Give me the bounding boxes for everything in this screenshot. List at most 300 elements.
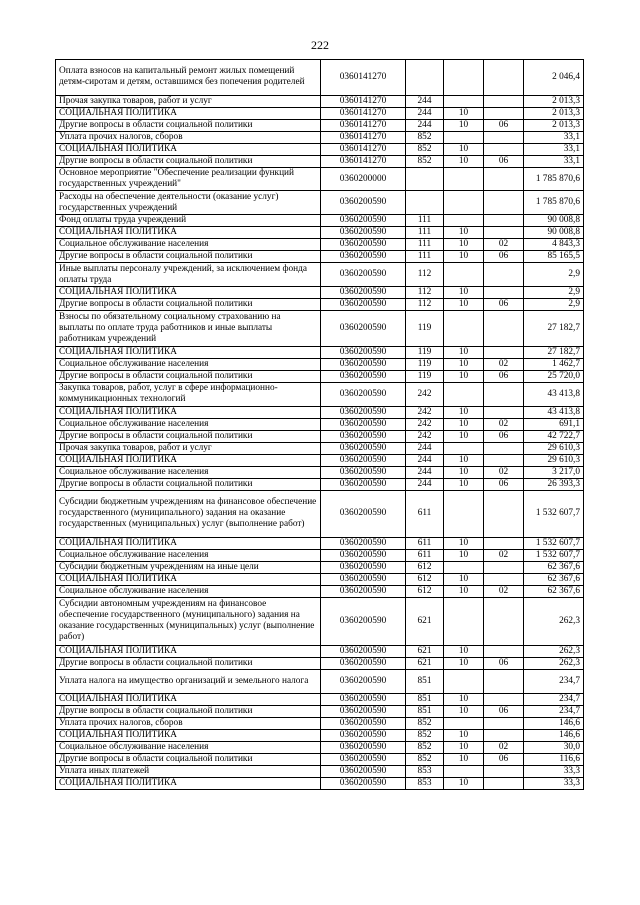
row-amount-cell: 4 843,3	[524, 239, 584, 251]
table-row	[56, 227, 584, 239]
table-row	[56, 119, 584, 131]
row-amount-cell: 1 785 870,6	[524, 191, 584, 215]
row-expense-type-cell: 612	[406, 562, 444, 574]
row-amount-cell: 85 165,5	[524, 251, 584, 263]
row-code-cell: 0360141270	[321, 60, 406, 96]
row-subsection-cell: 06	[484, 251, 524, 263]
row-name-cell: Прочая закупка товаров, работ и услуг	[56, 442, 321, 454]
row-code-cell: 0360200590	[321, 406, 406, 418]
row-expense-type-cell: 244	[406, 119, 444, 131]
table-row	[56, 454, 584, 466]
row-section-cell: 10	[444, 370, 484, 382]
row-section-cell: 10	[444, 729, 484, 741]
row-subsection-cell	[484, 693, 524, 705]
row-name-cell: Социальное обслуживание населения	[56, 586, 321, 598]
table-row	[56, 382, 584, 406]
row-section-cell: 10	[444, 251, 484, 263]
row-name-cell: СОЦИАЛЬНАЯ ПОЛИТИКА	[56, 143, 321, 155]
row-section-cell: 10	[444, 705, 484, 717]
row-subsection-cell	[484, 669, 524, 693]
row-subsection-cell: 06	[484, 155, 524, 167]
row-expense-type-cell: 119	[406, 370, 444, 382]
table-row	[56, 466, 584, 478]
row-section-cell: 10	[444, 406, 484, 418]
row-amount-cell: 33,1	[524, 155, 584, 167]
row-subsection-cell	[484, 311, 524, 347]
row-amount-cell: 26 393,3	[524, 478, 584, 490]
row-name-cell: Иные выплаты персоналу учреждений, за исключением фонда оплаты труда	[56, 263, 321, 287]
row-amount-cell: 234,7	[524, 693, 584, 705]
table-row	[56, 598, 584, 646]
row-expense-type-cell: 851	[406, 693, 444, 705]
row-name-cell: Другие вопросы в области социальной политики	[56, 753, 321, 765]
table-row	[56, 562, 584, 574]
row-expense-type-cell: 112	[406, 287, 444, 299]
row-amount-cell: 33,3	[524, 777, 584, 789]
row-amount-cell: 146,6	[524, 729, 584, 741]
row-expense-type-cell: 852	[406, 741, 444, 753]
row-name-cell: СОЦИАЛЬНАЯ ПОЛИТИКА	[56, 693, 321, 705]
row-code-cell: 0360200590	[321, 777, 406, 789]
row-expense-type-cell: 853	[406, 777, 444, 789]
table-row	[56, 239, 584, 251]
row-code-cell: 0360200000	[321, 167, 406, 191]
row-code-cell: 0360200590	[321, 478, 406, 490]
row-name-cell: Прочая закупка товаров, работ и услуг	[56, 95, 321, 107]
table-row	[56, 705, 584, 717]
row-name-cell: Социальное обслуживание населения	[56, 239, 321, 251]
row-amount-cell: 27 182,7	[524, 311, 584, 347]
row-name-cell: СОЦИАЛЬНАЯ ПОЛИТИКА	[56, 777, 321, 789]
row-code-cell: 0360200590	[321, 263, 406, 287]
row-amount-cell: 262,3	[524, 645, 584, 657]
row-expense-type-cell: 242	[406, 430, 444, 442]
row-code-cell: 0360200590	[321, 741, 406, 753]
row-amount-cell: 30,0	[524, 741, 584, 753]
row-subsection-cell	[484, 490, 524, 538]
row-amount-cell: 42 722,7	[524, 430, 584, 442]
row-name-cell: Основное мероприятие "Обеспечение реализации функций государственных учреждений"	[56, 167, 321, 191]
row-subsection-cell	[484, 227, 524, 239]
row-subsection-cell: 06	[484, 370, 524, 382]
row-code-cell: 0360200590	[321, 574, 406, 586]
table-row	[56, 167, 584, 191]
row-expense-type-cell: 611	[406, 490, 444, 538]
row-name-cell: Социальное обслуживание населения	[56, 418, 321, 430]
row-name-cell: Социальное обслуживание населения	[56, 358, 321, 370]
row-name-cell: Уплата прочих налогов, сборов	[56, 131, 321, 143]
row-name-cell: Другие вопросы в области социальной политики	[56, 478, 321, 490]
row-name-cell: Субсидии автономным учреждениям на финансовое обеспечение государственного (муниципального) задания на оказание государственных (муниципальных) услуг (выполнение работ)	[56, 598, 321, 646]
row-section-cell	[444, 490, 484, 538]
table-row	[56, 550, 584, 562]
row-code-cell: 0360200590	[321, 287, 406, 299]
row-name-cell: СОЦИАЛЬНАЯ ПОЛИТИКА	[56, 574, 321, 586]
row-code-cell: 0360200590	[321, 669, 406, 693]
row-name-cell: Другие вопросы в области социальной политики	[56, 657, 321, 669]
table-row	[56, 777, 584, 789]
row-name-cell: Уплата налога на имущество организаций и земельного налога	[56, 669, 321, 693]
row-name-cell: СОЦИАЛЬНАЯ ПОЛИТИКА	[56, 107, 321, 119]
row-name-cell: Социальное обслуживание населения	[56, 550, 321, 562]
row-amount-cell: 2 013,3	[524, 119, 584, 131]
row-expense-type-cell: 111	[406, 227, 444, 239]
row-code-cell: 0360200590	[321, 753, 406, 765]
row-expense-type-cell: 112	[406, 263, 444, 287]
row-name-cell: Социальное обслуживание населения	[56, 741, 321, 753]
table-row	[56, 657, 584, 669]
row-amount-cell: 262,3	[524, 657, 584, 669]
row-name-cell: Фонд оплаты труда учреждений	[56, 215, 321, 227]
row-subsection-cell	[484, 598, 524, 646]
row-section-cell: 10	[444, 143, 484, 155]
row-name-cell: СОЦИАЛЬНАЯ ПОЛИТИКА	[56, 346, 321, 358]
row-amount-cell: 1 532 607,7	[524, 538, 584, 550]
row-subsection-cell	[484, 215, 524, 227]
row-section-cell	[444, 60, 484, 96]
row-expense-type-cell: 244	[406, 442, 444, 454]
table-row	[56, 287, 584, 299]
table-row	[56, 645, 584, 657]
row-section-cell: 10	[444, 645, 484, 657]
row-name-cell: Другие вопросы в области социальной политики	[56, 705, 321, 717]
row-expense-type-cell: 111	[406, 239, 444, 251]
row-subsection-cell: 02	[484, 741, 524, 753]
row-expense-type-cell	[406, 167, 444, 191]
row-name-cell: Закупка товаров, работ, услуг в сфере информационно-коммуникационных технологий	[56, 382, 321, 406]
table-row	[56, 538, 584, 550]
row-code-cell: 0360200590	[321, 466, 406, 478]
row-section-cell: 10	[444, 466, 484, 478]
row-section-cell: 10	[444, 657, 484, 669]
row-amount-cell: 33,3	[524, 765, 584, 777]
row-subsection-cell	[484, 645, 524, 657]
row-expense-type-cell: 851	[406, 669, 444, 693]
row-name-cell: Другие вопросы в области социальной политики	[56, 251, 321, 263]
row-section-cell: 10	[444, 227, 484, 239]
row-subsection-cell: 06	[484, 705, 524, 717]
row-section-cell	[444, 131, 484, 143]
table-row	[56, 729, 584, 741]
row-code-cell: 0360200590	[321, 346, 406, 358]
table-row	[56, 60, 584, 96]
row-name-cell: СОЦИАЛЬНАЯ ПОЛИТИКА	[56, 454, 321, 466]
row-amount-cell: 62 367,6	[524, 574, 584, 586]
row-code-cell: 0360200590	[321, 645, 406, 657]
row-expense-type-cell: 621	[406, 645, 444, 657]
row-code-cell: 0360200590	[321, 729, 406, 741]
row-amount-cell: 2,9	[524, 287, 584, 299]
table-row	[56, 263, 584, 287]
row-expense-type-cell	[406, 60, 444, 96]
table-row	[56, 311, 584, 347]
table-row	[56, 215, 584, 227]
row-subsection-cell	[484, 346, 524, 358]
row-subsection-cell: 06	[484, 299, 524, 311]
row-expense-type-cell: 612	[406, 574, 444, 586]
table-row	[56, 155, 584, 167]
row-amount-cell: 234,7	[524, 669, 584, 693]
row-expense-type-cell: 852	[406, 729, 444, 741]
row-expense-type-cell: 112	[406, 299, 444, 311]
row-expense-type-cell: 621	[406, 598, 444, 646]
row-section-cell	[444, 669, 484, 693]
table-row	[56, 693, 584, 705]
row-code-cell: 0360200590	[321, 215, 406, 227]
row-section-cell: 10	[444, 107, 484, 119]
row-subsection-cell: 02	[484, 586, 524, 598]
row-code-cell: 0360200590	[321, 657, 406, 669]
row-section-cell: 10	[444, 777, 484, 789]
row-name-cell: Взносы по обязательному социальному страхованию на выплаты по оплате труда работников и иные выплаты работникам учреждений	[56, 311, 321, 347]
row-amount-cell: 691,1	[524, 418, 584, 430]
row-section-cell: 10	[444, 299, 484, 311]
row-code-cell: 0360200590	[321, 586, 406, 598]
row-code-cell: 0360141270	[321, 155, 406, 167]
row-amount-cell: 90 008,8	[524, 215, 584, 227]
row-code-cell: 0360200590	[321, 693, 406, 705]
row-name-cell: Другие вопросы в области социальной политики	[56, 430, 321, 442]
table-row	[56, 131, 584, 143]
row-expense-type-cell: 852	[406, 155, 444, 167]
table-row	[56, 191, 584, 215]
table-row	[56, 586, 584, 598]
row-expense-type-cell: 242	[406, 418, 444, 430]
row-section-cell: 10	[444, 454, 484, 466]
row-code-cell: 0360200590	[321, 490, 406, 538]
row-code-cell: 0360200590	[321, 239, 406, 251]
row-amount-cell: 2,9	[524, 299, 584, 311]
row-code-cell: 0360141270	[321, 107, 406, 119]
table-row	[56, 299, 584, 311]
row-name-cell: СОЦИАЛЬНАЯ ПОЛИТИКА	[56, 729, 321, 741]
row-amount-cell: 1 462,7	[524, 358, 584, 370]
row-expense-type-cell: 242	[406, 382, 444, 406]
row-amount-cell: 33,1	[524, 143, 584, 155]
row-name-cell: СОЦИАЛЬНАЯ ПОЛИТИКА	[56, 645, 321, 657]
row-amount-cell: 29 610,3	[524, 442, 584, 454]
row-section-cell: 10	[444, 741, 484, 753]
row-section-cell	[444, 167, 484, 191]
table-row	[56, 442, 584, 454]
row-subsection-cell	[484, 765, 524, 777]
row-amount-cell: 1 785 870,6	[524, 167, 584, 191]
row-name-cell: Другие вопросы в области социальной политики	[56, 370, 321, 382]
table-row	[56, 143, 584, 155]
table-row	[56, 418, 584, 430]
row-code-cell: 0360200590	[321, 299, 406, 311]
row-subsection-cell: 06	[484, 753, 524, 765]
row-code-cell: 0360200590	[321, 562, 406, 574]
table-row	[56, 765, 584, 777]
row-expense-type-cell: 611	[406, 550, 444, 562]
row-code-cell: 0360141270	[321, 95, 406, 107]
row-section-cell: 10	[444, 430, 484, 442]
row-amount-cell: 116,6	[524, 753, 584, 765]
row-subsection-cell	[484, 562, 524, 574]
row-subsection-cell	[484, 729, 524, 741]
row-section-cell	[444, 442, 484, 454]
row-expense-type-cell: 111	[406, 215, 444, 227]
row-subsection-cell	[484, 382, 524, 406]
table-row	[56, 717, 584, 729]
row-section-cell: 10	[444, 119, 484, 131]
row-code-cell: 0360200590	[321, 538, 406, 550]
row-expense-type-cell: 611	[406, 538, 444, 550]
row-section-cell: 10	[444, 155, 484, 167]
table-row	[56, 370, 584, 382]
row-section-cell: 10	[444, 346, 484, 358]
row-subsection-cell	[484, 131, 524, 143]
row-code-cell: 0360200590	[321, 430, 406, 442]
row-amount-cell: 43 413,8	[524, 406, 584, 418]
row-name-cell: СОЦИАЛЬНАЯ ПОЛИТИКА	[56, 287, 321, 299]
row-subsection-cell	[484, 574, 524, 586]
row-section-cell	[444, 263, 484, 287]
row-code-cell: 0360141270	[321, 143, 406, 155]
row-code-cell: 0360200590	[321, 442, 406, 454]
row-subsection-cell	[484, 107, 524, 119]
row-subsection-cell: 02	[484, 550, 524, 562]
row-amount-cell: 2 013,3	[524, 95, 584, 107]
row-expense-type-cell: 119	[406, 358, 444, 370]
row-name-cell: СОЦИАЛЬНАЯ ПОЛИТИКА	[56, 227, 321, 239]
row-name-cell: Другие вопросы в области социальной политики	[56, 155, 321, 167]
row-code-cell: 0360200590	[321, 227, 406, 239]
row-subsection-cell	[484, 538, 524, 550]
row-expense-type-cell: 852	[406, 131, 444, 143]
row-section-cell: 10	[444, 538, 484, 550]
row-name-cell: СОЦИАЛЬНАЯ ПОЛИТИКА	[56, 538, 321, 550]
row-amount-cell: 3 217,0	[524, 466, 584, 478]
row-section-cell: 10	[444, 586, 484, 598]
table-row	[56, 406, 584, 418]
row-section-cell: 10	[444, 358, 484, 370]
row-amount-cell: 1 532 607,7	[524, 490, 584, 538]
row-section-cell: 10	[444, 574, 484, 586]
row-code-cell: 0360200590	[321, 191, 406, 215]
row-subsection-cell: 06	[484, 430, 524, 442]
row-amount-cell: 1 532 607,7	[524, 550, 584, 562]
row-amount-cell: 2 013,3	[524, 107, 584, 119]
table-row	[56, 574, 584, 586]
row-subsection-cell: 02	[484, 358, 524, 370]
row-code-cell: 0360200590	[321, 550, 406, 562]
row-subsection-cell	[484, 287, 524, 299]
row-expense-type-cell: 621	[406, 657, 444, 669]
row-section-cell	[444, 191, 484, 215]
row-code-cell: 0360200590	[321, 765, 406, 777]
row-subsection-cell	[484, 777, 524, 789]
row-subsection-cell	[484, 442, 524, 454]
row-name-cell: Уплата иных платежей	[56, 765, 321, 777]
row-code-cell: 0360200590	[321, 598, 406, 646]
table-row	[56, 107, 584, 119]
row-section-cell	[444, 95, 484, 107]
row-subsection-cell: 06	[484, 119, 524, 131]
row-amount-cell: 62 367,6	[524, 586, 584, 598]
row-name-cell: Расходы на обеспечение деятельности (оказание услуг) государственных учреждений	[56, 191, 321, 215]
row-section-cell	[444, 562, 484, 574]
row-amount-cell: 2 046,4	[524, 60, 584, 96]
row-code-cell: 0360200590	[321, 717, 406, 729]
page-number: 222	[311, 38, 329, 52]
row-amount-cell: 234,7	[524, 705, 584, 717]
row-subsection-cell: 02	[484, 418, 524, 430]
row-amount-cell: 25 720,0	[524, 370, 584, 382]
row-code-cell: 0360200590	[321, 251, 406, 263]
row-amount-cell: 43 413,8	[524, 382, 584, 406]
row-amount-cell: 262,3	[524, 598, 584, 646]
row-subsection-cell	[484, 717, 524, 729]
row-amount-cell: 90 008,8	[524, 227, 584, 239]
table-row	[56, 490, 584, 538]
row-expense-type-cell: 119	[406, 346, 444, 358]
row-expense-type-cell: 852	[406, 753, 444, 765]
row-section-cell	[444, 215, 484, 227]
row-expense-type-cell: 244	[406, 454, 444, 466]
row-subsection-cell	[484, 95, 524, 107]
row-code-cell: 0360200590	[321, 370, 406, 382]
row-name-cell: Уплата прочих налогов, сборов	[56, 717, 321, 729]
row-name-cell: Субсидии бюджетным учреждениям на иные цели	[56, 562, 321, 574]
row-code-cell: 0360200590	[321, 311, 406, 347]
row-code-cell: 0360200590	[321, 418, 406, 430]
row-code-cell: 0360200590	[321, 382, 406, 406]
row-expense-type-cell: 242	[406, 406, 444, 418]
row-name-cell: Оплата взносов на капитальный ремонт жилых помещений детям-сиротам и детям, оставшимся без попечения родителей	[56, 60, 321, 96]
row-code-cell: 0360200590	[321, 454, 406, 466]
table-row	[56, 741, 584, 753]
row-subsection-cell	[484, 167, 524, 191]
row-expense-type-cell: 852	[406, 143, 444, 155]
row-amount-cell: 62 367,6	[524, 562, 584, 574]
row-expense-type-cell	[406, 191, 444, 215]
row-section-cell: 10	[444, 550, 484, 562]
row-subsection-cell	[484, 406, 524, 418]
row-expense-type-cell: 852	[406, 717, 444, 729]
row-name-cell: Другие вопросы в области социальной политики	[56, 299, 321, 311]
row-code-cell: 0360200590	[321, 358, 406, 370]
row-subsection-cell	[484, 191, 524, 215]
row-section-cell: 10	[444, 478, 484, 490]
row-code-cell: 0360141270	[321, 131, 406, 143]
row-expense-type-cell: 853	[406, 765, 444, 777]
row-section-cell: 10	[444, 693, 484, 705]
row-section-cell	[444, 717, 484, 729]
row-expense-type-cell: 119	[406, 311, 444, 347]
row-code-cell: 0360200590	[321, 705, 406, 717]
row-subsection-cell: 06	[484, 478, 524, 490]
row-amount-cell: 2,9	[524, 263, 584, 287]
row-name-cell: СОЦИАЛЬНАЯ ПОЛИТИКА	[56, 406, 321, 418]
table-row	[56, 753, 584, 765]
row-section-cell: 10	[444, 287, 484, 299]
row-section-cell: 10	[444, 753, 484, 765]
row-subsection-cell	[484, 143, 524, 155]
row-expense-type-cell: 111	[406, 251, 444, 263]
budget-table	[55, 59, 584, 790]
row-name-cell: Социальное обслуживание населения	[56, 466, 321, 478]
row-subsection-cell	[484, 454, 524, 466]
table-row	[56, 346, 584, 358]
row-expense-type-cell: 851	[406, 705, 444, 717]
row-name-cell: Другие вопросы в области социальной политики	[56, 119, 321, 131]
row-expense-type-cell: 244	[406, 478, 444, 490]
table-row	[56, 430, 584, 442]
row-subsection-cell: 06	[484, 657, 524, 669]
table-row	[56, 95, 584, 107]
